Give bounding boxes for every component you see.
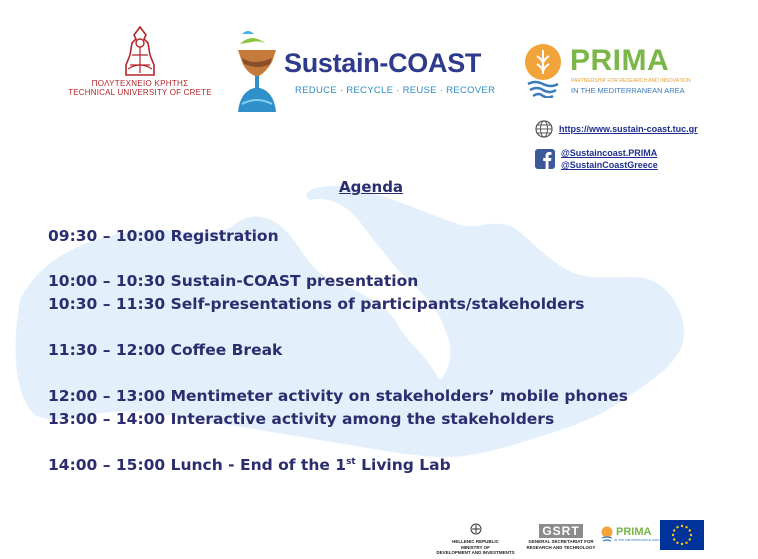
facebook-link-2[interactable]: @SustainCoastGreece [561, 160, 658, 170]
eu-flag [660, 520, 704, 554]
gsrt-line-1: GENERAL SECRETARIAT FOR [528, 539, 594, 544]
footer-prima-sub: IN THE MEDITERRANEAN AREA [614, 538, 661, 542]
prima-name: PRIMA [570, 44, 670, 77]
eu-star [681, 543, 683, 545]
eu-star [685, 542, 687, 544]
agenda-item-mentimeter: 12:00 – 13:00 Mentimeter activity on stakeholders’ mobile phones [48, 387, 628, 405]
tuc-logo [60, 25, 220, 97]
agenda-title: Agenda [339, 178, 404, 196]
agenda-item-registration: 09:30 – 10:00 Registration [48, 227, 279, 245]
facebook-link-1[interactable]: @Sustaincoast.PRIMA [561, 148, 658, 158]
ministry-line-1: HELLENIC REPUBLIC [452, 539, 499, 544]
globe-icon [535, 120, 553, 138]
footer-prima-name: PRIMA [616, 526, 652, 538]
eu-star [676, 542, 678, 544]
eu-star [673, 529, 675, 531]
ministry-line-3: DEVELOPMENT AND INVESTMENTS [436, 550, 515, 555]
prima-subtitle-1: PARTNERSHIP FOR RESEARCH AND INNOVATION [571, 78, 691, 84]
website-contact [535, 119, 698, 139]
prima-subtitle-2: IN THE MEDITERRANEAN AREA [571, 86, 685, 95]
footer-prima-logo [600, 526, 660, 542]
project-name: Sustain-COAST [284, 48, 482, 78]
agenda-item-lunch-sup: st [346, 456, 356, 467]
facebook-contact [535, 147, 658, 171]
eu-star [685, 526, 687, 528]
prima-logo [520, 42, 710, 102]
gsrt-logo-text: GSRT [539, 524, 582, 538]
tuc-crest-icon [120, 25, 160, 77]
sustain-coast-logo [232, 28, 507, 116]
project-tagline: REDUCE · RECYCLE · REUSE · RECOVER [295, 85, 496, 96]
gsrt-line-2: RESEARCH AND TECHNOLOGY [526, 544, 596, 550]
eu-star [676, 526, 678, 528]
facebook-icon [535, 149, 555, 169]
agenda-item-coffee-break: 11:30 – 12:00 Coffee Break [48, 341, 283, 359]
sustain-coast-logo-icon [232, 28, 282, 114]
eu-star [690, 534, 692, 536]
agenda-item-lunch [48, 456, 451, 474]
ministry-line-2: MINISTRY OF [461, 544, 490, 550]
greek-emblem-icon [470, 523, 482, 535]
prima-sun-icon [520, 42, 566, 98]
website-link[interactable]: https://www.sustain-coast.tuc.gr [559, 124, 698, 134]
agenda-item-lunch-text: 14:00 – 15:00 Lunch - End of the 1 [48, 456, 347, 474]
eu-flag-icon [660, 520, 704, 550]
prima-sun-icon [600, 526, 614, 542]
tuc-name-greek: ΠΟΛΥΤΕΧΝΕΙΟ ΚΡΗΤΗΣ [91, 79, 189, 88]
eu-star [673, 538, 675, 540]
eu-star [689, 529, 691, 531]
agenda-item-self-presentations: 10:30 – 11:30 Self-presentations of participants/stakeholders [48, 295, 585, 313]
eu-star [672, 534, 674, 536]
ministry-logo [428, 520, 523, 556]
eu-star [681, 525, 683, 527]
gsrt-logo [525, 520, 597, 550]
eu-star [689, 538, 691, 540]
tuc-name-english: TECHNICAL UNIVERSITY OF CRETE [68, 88, 212, 97]
agenda-item-interactive: 13:00 – 14:00 Interactive activity among the stakeholders [48, 410, 555, 428]
agenda-item-presentation: 10:00 – 10:30 Sustain-COAST presentation [48, 272, 419, 290]
agenda-item-lunch-text-end: Living Lab [355, 456, 451, 474]
